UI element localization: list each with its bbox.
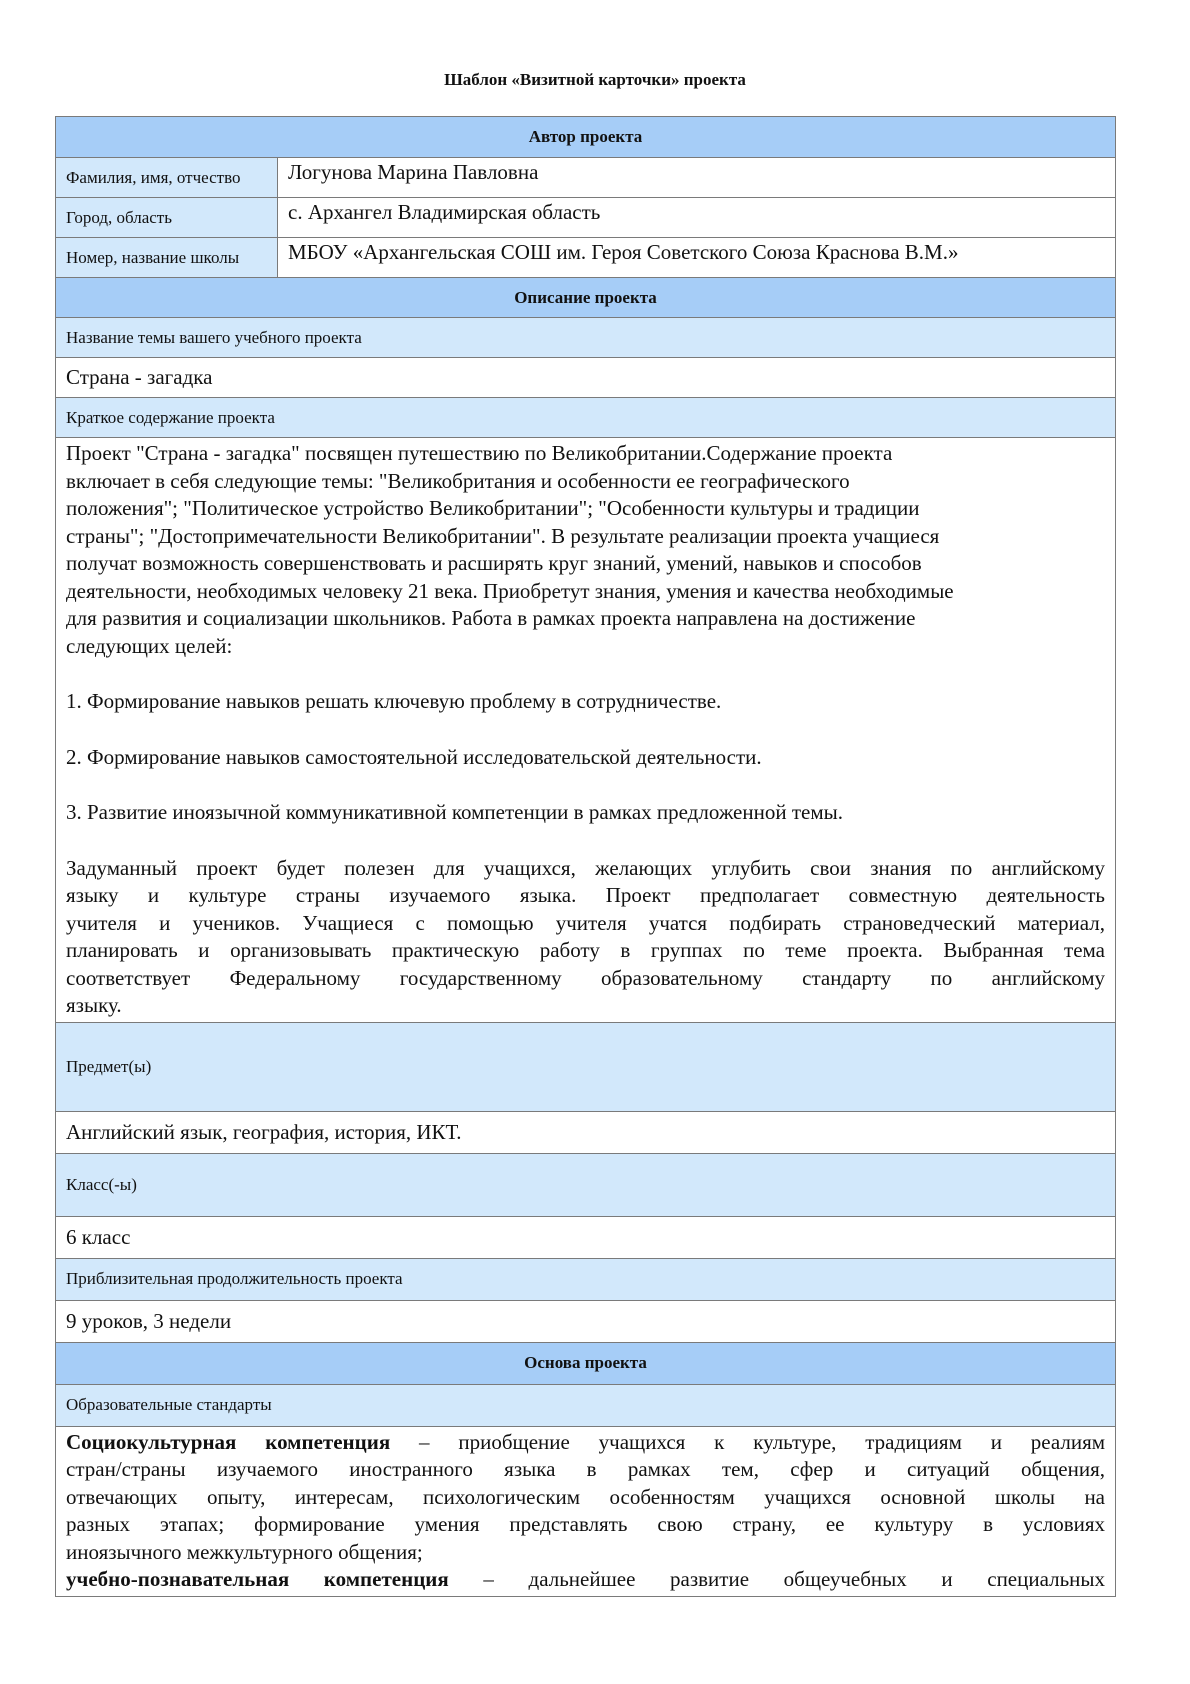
closing-line: учителя и учеников. Учащиеся с помощью учителя учатся подбирать страноведческий материал, (66, 910, 1106, 935)
standards-text-block (56, 1426, 1116, 1596)
cognitive-line: – дальнейшее развитие общеучебных и специальных (448, 1567, 1106, 1591)
sociocultural-line: отвечающих опыту, интересам, психологическим особенностям учащихся основной школы на (66, 1484, 1106, 1509)
section-header-basis: Основа проекта (56, 1342, 1116, 1384)
summary-line: включает в себя следующие темы: "Великобритания и особенности ее географического (66, 468, 850, 493)
goal-item: 2. Формирование навыков самостоятельной исследовательской деятельности. (66, 744, 762, 769)
label-duration: Приблизительная продолжительность проекта (56, 1258, 1116, 1300)
closing-line: соответствует Федеральному государственному образовательному стандарту по английскому (66, 965, 1106, 990)
value-duration: 9 уроков, 3 недели (56, 1300, 1116, 1342)
summary-line: страны"; "Достопримечательности Великобритании". В результате реализации проекта учащиеся (66, 523, 940, 548)
label-summary: Краткое содержание проекта (56, 398, 1116, 438)
closing-line: языку. (66, 993, 122, 1017)
sociocultural-line: – приобщение учащихся к культуре, традициям и реалиям (390, 1429, 1106, 1454)
section-header-author: Автор проекта (56, 117, 1116, 158)
project-card-table (55, 116, 1116, 1597)
value-school: МБОУ «Архангельская СОШ им. Героя Советского Союза Краснова В.М.» (278, 238, 1116, 278)
value-full-name: Логунова Марина Павловна (278, 158, 1116, 198)
label-full-name: Фамилия, имя, отчество (56, 158, 278, 198)
label-standards: Образовательные стандарты (56, 1384, 1116, 1426)
sociocultural-line: иноязычного межкультурного общения; (66, 1539, 423, 1564)
label-grade: Класс(-ы) (56, 1153, 1116, 1216)
term-sociocultural: Социокультурная компетенция (66, 1429, 391, 1454)
label-topic: Название темы вашего учебного проекта (56, 318, 1116, 358)
summary-line: следующих целей: (66, 633, 233, 658)
summary-line: положения"; "Политическое устройство Великобритании"; "Особенности культуры и традиции (66, 496, 920, 520)
summary-text-block (56, 438, 1116, 1023)
sociocultural-line: разных этапах; формирование умения представлять свою страну, ее культуру в условиях (66, 1512, 1106, 1536)
term-cognitive: учебно-познавательная компетенция (66, 1567, 449, 1591)
summary-line: для развития и социализации школьников. Работа в рамках проекта направлена на достижение (66, 606, 916, 630)
summary-line: получат возможность совершенствовать и расширять круг знаний, умений, навыков и способов (66, 551, 922, 575)
goal-item: 1. Формирование навыков решать ключевую проблему в сотрудничестве. (66, 689, 722, 713)
sociocultural-line: стран/страны изучаемого иностранного языка в рамках тем, сфер и ситуаций общения, (66, 1457, 1106, 1481)
summary-line: деятельности, необходимых человеку 21 века. Приобретут знания, умения и качества необходимые (66, 578, 954, 603)
value-grade: 6 класс (56, 1216, 1116, 1258)
closing-line: языку и культуре страны изучаемого языка. Проект предполагает совместную деятельность (66, 883, 1106, 907)
closing-line: Задуманный проект будет полезен для учащихся, желающих углубить свои знания по английскому (66, 855, 1106, 880)
section-header-description: Описание проекта (56, 278, 1116, 318)
summary-line: Проект "Страна - загадка" посвящен путешествию по Великобритании.Содержание проекта (66, 441, 893, 465)
label-subjects: Предмет(ы) (56, 1022, 1116, 1111)
goal-item: 3. Развитие иноязычной коммуникативной компетенции в рамках предложенной темы. (66, 800, 843, 824)
value-topic: Страна - загадка (56, 358, 1116, 398)
page-title: Шаблон «Визитной карточки» проекта (444, 70, 746, 89)
closing-line: планировать и организовывать практическую работу в группах по теме проекта. Выбранная тема (66, 938, 1106, 962)
value-subjects: Английский язык, география, история, ИКТ. (56, 1111, 1116, 1153)
label-city-region: Город, область (56, 198, 278, 238)
label-school: Номер, название школы (56, 238, 278, 278)
value-city-region: с. Архангел Владимирская область (278, 198, 1116, 238)
